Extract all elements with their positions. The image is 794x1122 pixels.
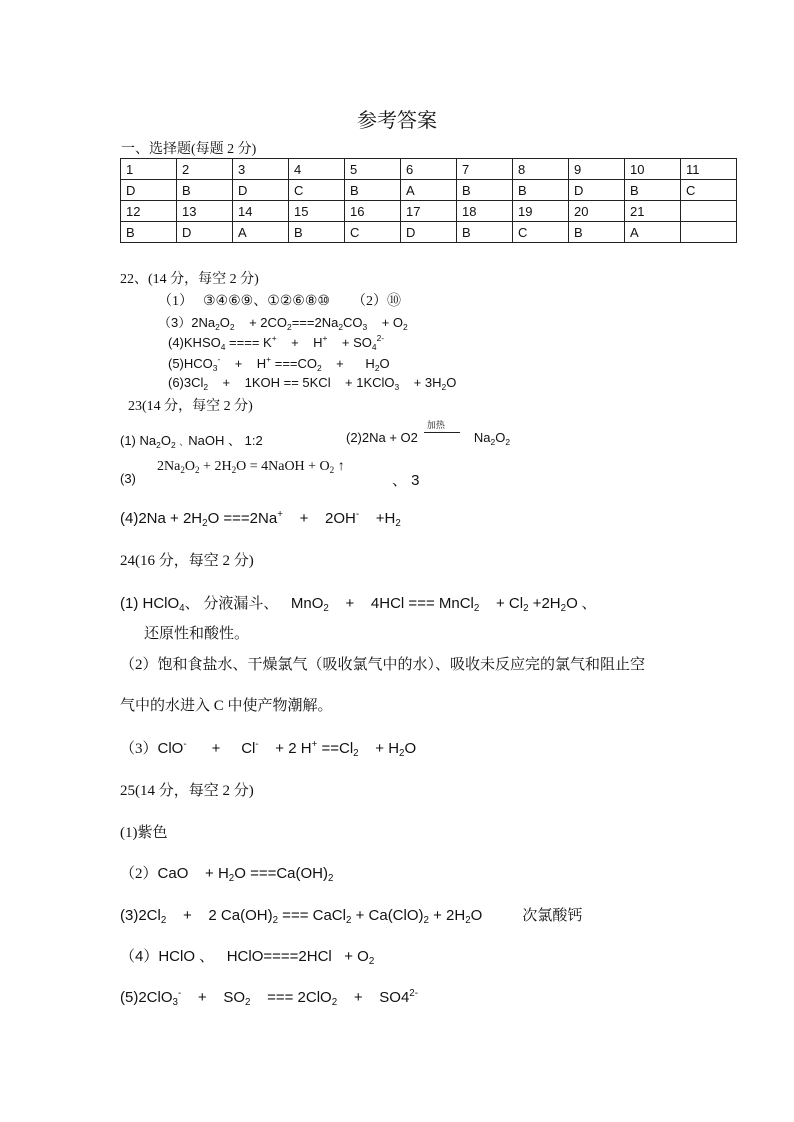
q25-part3-answer: 次氯酸钙 <box>522 908 583 924</box>
table-row <box>121 222 737 243</box>
q25-line-4: （4）HClO 、 HClO====2HCl + $O_2$ <box>120 948 375 967</box>
table-cell: C <box>345 222 401 243</box>
q22-line-4: $(4)KHSO_4$ ==== K+ + H+ + $SO_4^{2-}$ <box>168 333 385 352</box>
q24-part1-label: (1) <box>120 595 143 612</box>
q24-part1-answer: 、 分液漏斗、 <box>184 596 279 612</box>
q24-line-1-sep: 、 <box>577 596 597 612</box>
table-cell: C <box>513 222 569 243</box>
table-cell: 10 <box>625 159 681 180</box>
table-cell: A <box>401 180 457 201</box>
table-cell: D <box>177 222 233 243</box>
table-cell: A <box>625 222 681 243</box>
table-cell: 20 <box>569 201 625 222</box>
q25-part5-label: (5) <box>120 989 139 1006</box>
table-cell: 8 <box>513 159 569 180</box>
q24-part3-label: （3） <box>120 741 158 757</box>
q24-line-4: 气中的水进入 C 中使产物潮解。 <box>120 698 333 714</box>
table-cell: B <box>513 180 569 201</box>
q24-line-3: （2）饱和食盐水、干燥氯气（吸收氯气中的水）、吸收未反应完的氯气和阻止空 <box>120 657 646 673</box>
table-row <box>121 201 737 222</box>
table-cell: D <box>569 180 625 201</box>
table-cell: C <box>289 180 345 201</box>
table-cell: B <box>625 180 681 201</box>
q22-heading: 22、(14 分，每空 2 分) <box>120 272 259 287</box>
table-cell: 11 <box>681 159 737 180</box>
section-heading-choice: 一、选择题(每题 2 分) <box>121 142 257 157</box>
table-cell: 21 <box>625 201 681 222</box>
q23-part3-equation: $2Na_2O_2 + 2H_2O$ = 4NaOH + $O_2$ ↑ <box>157 459 345 475</box>
q22-part1-label: （1） <box>158 294 193 309</box>
table-cell: 6 <box>401 159 457 180</box>
table-cell: B <box>121 222 177 243</box>
q22-line-3: $(3)2Na_2O_2$ + $2CO_2===2Na_2CO_3$ + $O_2$ <box>158 315 408 332</box>
table-cell: 1 <box>121 159 177 180</box>
table-cell: 19 <box>513 201 569 222</box>
table-cell: C <box>681 180 737 201</box>
table-cell: 7 <box>457 159 513 180</box>
table-cell: B <box>345 180 401 201</box>
table-cell <box>681 222 737 243</box>
table-cell: 13 <box>177 201 233 222</box>
table-cell: A <box>233 222 289 243</box>
q25-part3-label: (3) <box>120 907 139 924</box>
table-cell: 9 <box>569 159 625 180</box>
table-cell: B <box>289 222 345 243</box>
table-cell: 12 <box>121 201 177 222</box>
q23-line-2: (2)2Na + O2 加热 $Na_2O_2$ <box>346 419 511 447</box>
table-cell: B <box>457 222 513 243</box>
q25-line-1: (1)紫色 <box>120 825 168 841</box>
table-cell: D <box>401 222 457 243</box>
q22-part1-answer: ③④⑥⑨、①②⑥⑧⑩ <box>203 294 330 309</box>
q24-line-5: （3）ClO- + Cl- + 2 $H^+ ==Cl_2$ + $H_2O$ <box>120 739 417 759</box>
q24-line-2: 还原性和酸性。 <box>144 626 250 642</box>
q25-heading: 25(14 分，每空 2 分) <box>120 783 254 799</box>
q25-line-5: (5)2ClO$_3$- + $SO_2$ === 2ClO$_2$ + $SO4^{2-}$ <box>120 988 418 1008</box>
q24-line-1: (1) HClO$_4$、 分液漏斗、 MnO$_2$ + 4HCl === MnCl$_2$ + $Cl_2 +2H_2O$ 、 <box>120 595 597 614</box>
table-cell: 18 <box>457 201 513 222</box>
q24-heading: 24(16 分，每空 2 分) <box>120 553 254 569</box>
q22-line-6: $(6)3Cl_2$ + 1KOH == 5KCl + 1KClO$_3$ + $3H_2O$ <box>168 375 457 392</box>
heating-condition-label: 加热 <box>426 419 445 430</box>
table-cell <box>681 201 737 222</box>
q23-part1-label: (1) <box>120 433 140 448</box>
table-cell: D <box>121 180 177 201</box>
q25-line-2: （2）CaO + $H_2O ===Ca(OH)_2$ <box>120 865 334 884</box>
q23-part3-label: (3) <box>120 471 136 486</box>
heating-condition-arrow <box>418 419 462 446</box>
table-cell: D <box>233 180 289 201</box>
q23-line-4: $(4)2Na + 2H_2O ===2Na^+$ + 2OH- $+H_2$ <box>120 509 401 529</box>
table-cell: 17 <box>401 201 457 222</box>
table-row <box>121 180 737 201</box>
table-cell: B <box>177 180 233 201</box>
answer-table <box>120 158 737 243</box>
table-cell: 16 <box>345 201 401 222</box>
table-cell: 15 <box>289 201 345 222</box>
q25-part2-label: （2） <box>120 866 158 882</box>
q23-part3-answer: 、 3 <box>392 472 420 489</box>
table-cell: B <box>569 222 625 243</box>
q22-line-1 <box>158 290 401 310</box>
page-title: 参考答案 <box>357 110 437 132</box>
table-cell: 3 <box>233 159 289 180</box>
table-row <box>121 159 737 180</box>
q25-line-3: $(3)2Cl_2$ + 2 $Ca(OH)_2$ === CaCl$_2$ + $Ca(ClO)_2 + 2H_2O$ 次氯酸钙 <box>120 907 583 926</box>
q23-part1-answer: NaOH 、 1:2 <box>188 433 263 448</box>
table-cell: 2 <box>177 159 233 180</box>
q23-line-1: (1) $Na_2O_2$ 、NaOH 、 1:2 <box>120 433 263 450</box>
table-cell: 5 <box>345 159 401 180</box>
q23-heading: 23(14 分，每空 2 分) <box>128 399 253 414</box>
q25-part4-label: （4）HClO 、 <box>120 948 215 965</box>
q23-part2-label: (2)2Na + O2 <box>346 430 418 445</box>
q22-line-5: $(5)HCO_3^-$ + $H^+ ===CO_2$ + $H_2O$ <box>168 354 390 373</box>
table-cell: 4 <box>289 159 345 180</box>
table-cell: B <box>457 180 513 201</box>
table-cell: 14 <box>233 201 289 222</box>
q22-part2: （2）⑩ <box>351 294 401 309</box>
